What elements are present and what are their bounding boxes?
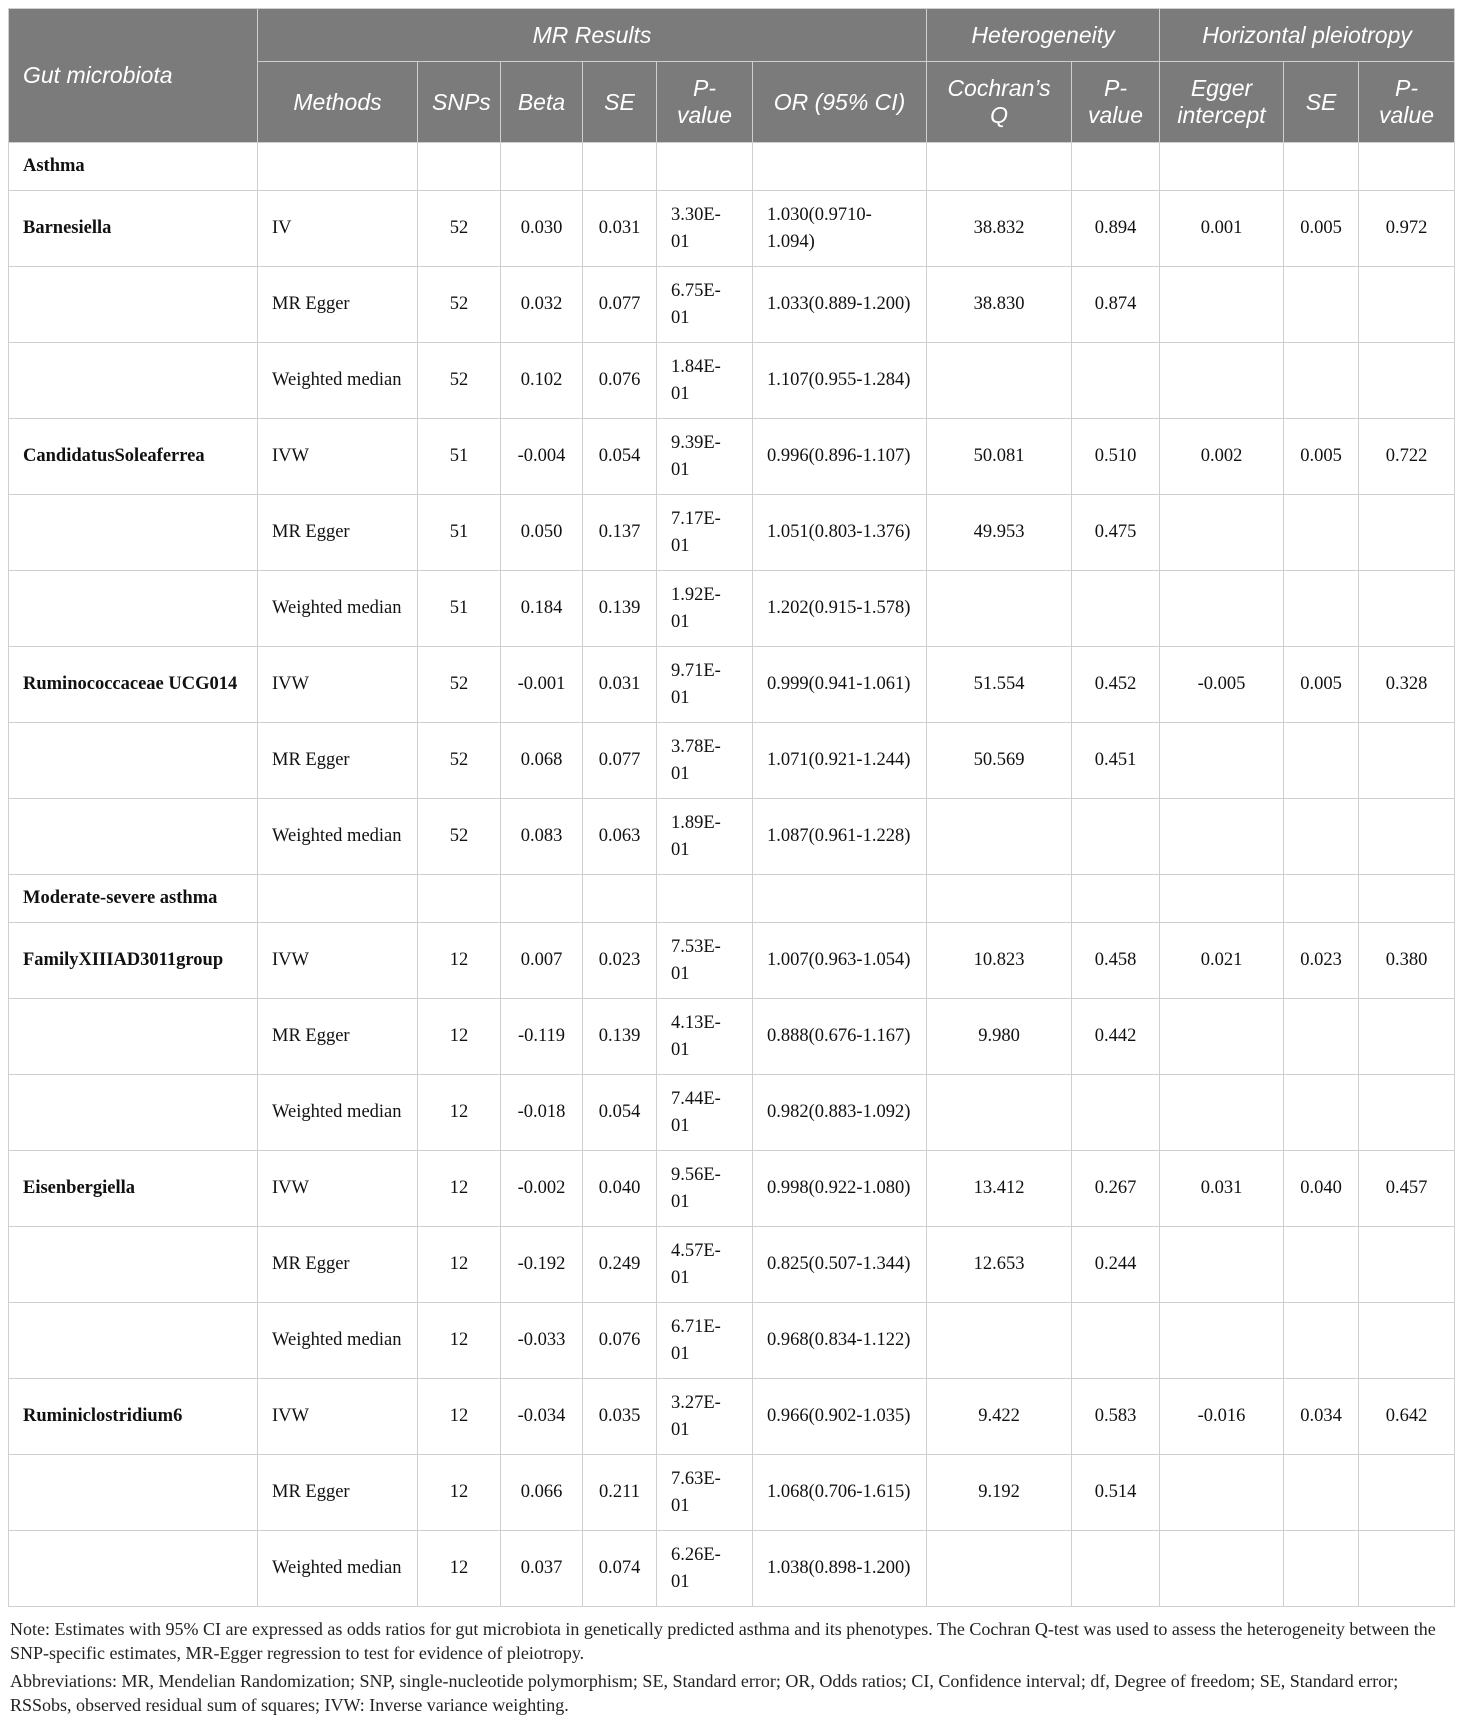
cell-se: 0.077 — [583, 267, 657, 343]
cell-snps: 52 — [418, 723, 501, 799]
cell-method: IVW — [258, 1379, 418, 1455]
empty-cell — [258, 875, 418, 923]
cell-het-p-value: 0.442 — [1072, 999, 1160, 1075]
header-heterogeneity: Heterogeneity — [927, 9, 1160, 62]
empty-cell — [583, 875, 657, 923]
empty-cell — [1284, 143, 1359, 191]
cell-pleio-p-value: 0.722 — [1359, 419, 1455, 495]
cell-beta: -0.033 — [501, 1303, 583, 1379]
cell-se: 0.076 — [583, 343, 657, 419]
cell-egger-intercept — [1160, 1303, 1284, 1379]
cell-egger-intercept — [1160, 1075, 1284, 1151]
cell-het-p-value: 0.452 — [1072, 647, 1160, 723]
cell-method: IVW — [258, 1151, 418, 1227]
table-row — [9, 799, 1455, 875]
cell-cochrans-q — [927, 799, 1072, 875]
cell-or-ci: 0.982(0.883-1.092) — [753, 1075, 927, 1151]
cell-pleio-se — [1284, 1075, 1359, 1151]
table-row — [9, 723, 1455, 799]
cell-egger-intercept: -0.016 — [1160, 1379, 1284, 1455]
cell-snps: 52 — [418, 343, 501, 419]
cell-het-p-value — [1072, 1531, 1160, 1607]
cell-or-ci: 0.999(0.941-1.061) — [753, 647, 927, 723]
cell-beta: 0.007 — [501, 923, 583, 999]
cell-method: IVW — [258, 419, 418, 495]
section-row — [9, 143, 1455, 191]
cell-p-value: 7.44E-01 — [657, 1075, 753, 1151]
table-row — [9, 923, 1455, 999]
empty-cell — [1160, 875, 1284, 923]
cell-se: 0.211 — [583, 1455, 657, 1531]
cell-cochrans-q: 13.412 — [927, 1151, 1072, 1227]
cell-or-ci: 1.038(0.898-1.200) — [753, 1531, 927, 1607]
cell-beta: 0.066 — [501, 1455, 583, 1531]
table-row — [9, 571, 1455, 647]
cell-or-ci: 0.966(0.902-1.035) — [753, 1379, 927, 1455]
cell-se: 0.137 — [583, 495, 657, 571]
empty-cell — [9, 267, 258, 343]
cell-pleio-p-value — [1359, 799, 1455, 875]
empty-cell — [501, 143, 583, 191]
empty-cell — [418, 875, 501, 923]
cell-pleio-se — [1284, 799, 1359, 875]
cell-method: IV — [258, 191, 418, 267]
cell-het-p-value: 0.451 — [1072, 723, 1160, 799]
empty-cell — [753, 875, 927, 923]
cell-pleio-se: 0.023 — [1284, 923, 1359, 999]
empty-cell — [501, 875, 583, 923]
cell-or-ci: 1.071(0.921-1.244) — [753, 723, 927, 799]
cell-snps: 12 — [418, 999, 501, 1075]
header-pleio-p-value: P-value — [1359, 62, 1455, 143]
cell-se: 0.077 — [583, 723, 657, 799]
table-row — [9, 343, 1455, 419]
cell-cochrans-q: 12.653 — [927, 1227, 1072, 1303]
cell-egger-intercept — [1160, 1227, 1284, 1303]
cell-egger-intercept: 0.002 — [1160, 419, 1284, 495]
cell-p-value: 9.71E-01 — [657, 647, 753, 723]
cell-or-ci: 0.825(0.507-1.344) — [753, 1227, 927, 1303]
table-row — [9, 191, 1455, 267]
header-or-ci: OR (95% CI) — [753, 62, 927, 143]
table-row — [9, 1227, 1455, 1303]
cell-pleio-se — [1284, 1227, 1359, 1303]
cell-se: 0.040 — [583, 1151, 657, 1227]
table-row — [9, 999, 1455, 1075]
cell-egger-intercept: 0.031 — [1160, 1151, 1284, 1227]
cell-cochrans-q: 38.830 — [927, 267, 1072, 343]
cell-egger-intercept: 0.001 — [1160, 191, 1284, 267]
header-snps: SNPs — [418, 62, 501, 143]
header-cochrans-q: Cochran’s Q — [927, 62, 1072, 143]
empty-cell — [9, 999, 258, 1075]
cell-cochrans-q: 38.832 — [927, 191, 1072, 267]
cell-or-ci: 1.007(0.963-1.054) — [753, 923, 927, 999]
header-horizontal-pleiotropy: Horizontal pleiotropy — [1160, 9, 1455, 62]
cell-pleio-se — [1284, 267, 1359, 343]
cell-het-p-value — [1072, 343, 1160, 419]
table-row — [9, 1531, 1455, 1607]
cell-cochrans-q: 10.823 — [927, 923, 1072, 999]
cell-beta: -0.034 — [501, 1379, 583, 1455]
cell-p-value: 6.71E-01 — [657, 1303, 753, 1379]
cell-snps: 51 — [418, 419, 501, 495]
cell-beta: -0.004 — [501, 419, 583, 495]
empty-cell — [657, 143, 753, 191]
cell-snps: 52 — [418, 647, 501, 723]
cell-p-value: 7.17E-01 — [657, 495, 753, 571]
cell-pleio-p-value: 0.457 — [1359, 1151, 1455, 1227]
cell-pleio-p-value: 0.328 — [1359, 647, 1455, 723]
empty-cell — [9, 1227, 258, 1303]
header-se: SE — [583, 62, 657, 143]
cell-snps: 52 — [418, 267, 501, 343]
cell-beta: 0.032 — [501, 267, 583, 343]
cell-het-p-value: 0.894 — [1072, 191, 1160, 267]
table-row — [9, 419, 1455, 495]
header-pleio-se: SE — [1284, 62, 1359, 143]
empty-cell — [9, 1303, 258, 1379]
cell-method: MR Egger — [258, 723, 418, 799]
empty-cell — [9, 571, 258, 647]
empty-cell — [1359, 143, 1455, 191]
cell-method: MR Egger — [258, 1227, 418, 1303]
cell-or-ci: 0.998(0.922-1.080) — [753, 1151, 927, 1227]
cell-or-ci: 1.202(0.915-1.578) — [753, 571, 927, 647]
footnote-abbreviations: Abbreviations: MR, Mendelian Randomization; SNP, single-nucleotide polymorphism; SE, Standard error; OR, Odds ratios; CI, Confidence interval; df, Degree of freedom; SE, Standard error; RSSobs, observed residual sum of squares; IVW: Inverse variance weighting. — [10, 1671, 1399, 1715]
mr-results-table — [8, 8, 1455, 1607]
empty-cell — [927, 143, 1072, 191]
cell-pleio-p-value — [1359, 723, 1455, 799]
table-row — [9, 1455, 1455, 1531]
cell-or-ci: 1.087(0.961-1.228) — [753, 799, 927, 875]
cell-p-value: 1.84E-01 — [657, 343, 753, 419]
table-row — [9, 1303, 1455, 1379]
empty-cell — [657, 875, 753, 923]
cell-beta: 0.083 — [501, 799, 583, 875]
taxon-name: Barnesiella — [9, 191, 258, 267]
cell-het-p-value: 0.244 — [1072, 1227, 1160, 1303]
cell-se: 0.139 — [583, 999, 657, 1075]
cell-pleio-se — [1284, 495, 1359, 571]
cell-p-value: 7.63E-01 — [657, 1455, 753, 1531]
empty-cell — [583, 143, 657, 191]
cell-se: 0.031 — [583, 191, 657, 267]
cell-method: MR Egger — [258, 267, 418, 343]
cell-pleio-se — [1284, 999, 1359, 1075]
cell-het-p-value: 0.510 — [1072, 419, 1160, 495]
cell-cochrans-q: 50.081 — [927, 419, 1072, 495]
cell-pleio-se — [1284, 1303, 1359, 1379]
cell-cochrans-q: 9.980 — [927, 999, 1072, 1075]
empty-cell — [1072, 875, 1160, 923]
taxon-name: Ruminiclostridium6 — [9, 1379, 258, 1455]
cell-pleio-p-value: 0.380 — [1359, 923, 1455, 999]
empty-cell — [927, 875, 1072, 923]
cell-snps: 51 — [418, 495, 501, 571]
cell-se: 0.054 — [583, 419, 657, 495]
cell-cochrans-q — [927, 571, 1072, 647]
cell-method: Weighted median — [258, 799, 418, 875]
header-gut-microbiota: Gut microbiota — [9, 9, 258, 143]
cell-p-value: 7.53E-01 — [657, 923, 753, 999]
footnote-note: Note: Estimates with 95% CI are expressed as odds ratios for gut microbiota in genetically predicted asthma and its phenotypes. The Cochran Q-test was used to assess the heterogeneity between the SNP-specific estimates, MR-Egger regression to test for evidence of pleiotropy. — [10, 1619, 1436, 1663]
cell-p-value: 4.13E-01 — [657, 999, 753, 1075]
cell-p-value: 4.57E-01 — [657, 1227, 753, 1303]
cell-pleio-se: 0.034 — [1284, 1379, 1359, 1455]
empty-cell — [258, 143, 418, 191]
cell-se: 0.139 — [583, 571, 657, 647]
empty-cell — [9, 1455, 258, 1531]
table-row — [9, 267, 1455, 343]
empty-cell — [9, 723, 258, 799]
cell-method: Weighted median — [258, 343, 418, 419]
cell-p-value: 9.39E-01 — [657, 419, 753, 495]
cell-egger-intercept — [1160, 343, 1284, 419]
cell-se: 0.023 — [583, 923, 657, 999]
table-row — [9, 1075, 1455, 1151]
cell-pleio-p-value — [1359, 1075, 1455, 1151]
cell-pleio-p-value — [1359, 999, 1455, 1075]
empty-cell — [1359, 875, 1455, 923]
cell-se: 0.074 — [583, 1531, 657, 1607]
cell-cochrans-q: 49.953 — [927, 495, 1072, 571]
cell-pleio-p-value: 0.972 — [1359, 191, 1455, 267]
header-mr-results: MR Results — [258, 9, 927, 62]
empty-cell — [1284, 875, 1359, 923]
cell-beta: 0.030 — [501, 191, 583, 267]
cell-egger-intercept — [1160, 723, 1284, 799]
cell-beta: 0.184 — [501, 571, 583, 647]
cell-cochrans-q: 9.422 — [927, 1379, 1072, 1455]
cell-pleio-se: 0.040 — [1284, 1151, 1359, 1227]
cell-pleio-se: 0.005 — [1284, 191, 1359, 267]
cell-egger-intercept — [1160, 571, 1284, 647]
section-title: Asthma — [9, 143, 258, 191]
cell-egger-intercept: -0.005 — [1160, 647, 1284, 723]
cell-cochrans-q — [927, 1075, 1072, 1151]
empty-cell — [1072, 143, 1160, 191]
cell-het-p-value — [1072, 799, 1160, 875]
cell-beta: 0.050 — [501, 495, 583, 571]
cell-het-p-value: 0.514 — [1072, 1455, 1160, 1531]
empty-cell — [9, 1075, 258, 1151]
cell-se: 0.063 — [583, 799, 657, 875]
empty-cell — [9, 495, 258, 571]
cell-cochrans-q: 9.192 — [927, 1455, 1072, 1531]
cell-snps: 12 — [418, 923, 501, 999]
cell-snps: 12 — [418, 1531, 501, 1607]
cell-egger-intercept — [1160, 495, 1284, 571]
empty-cell — [418, 143, 501, 191]
cell-het-p-value: 0.583 — [1072, 1379, 1160, 1455]
cell-or-ci: 0.888(0.676-1.167) — [753, 999, 927, 1075]
cell-snps: 12 — [418, 1455, 501, 1531]
cell-egger-intercept: 0.021 — [1160, 923, 1284, 999]
cell-or-ci: 1.030(0.9710-1.094) — [753, 191, 927, 267]
cell-beta: -0.018 — [501, 1075, 583, 1151]
cell-pleio-se — [1284, 1531, 1359, 1607]
cell-het-p-value: 0.458 — [1072, 923, 1160, 999]
table-container — [8, 8, 1454, 1721]
cell-pleio-se — [1284, 343, 1359, 419]
section-title: Moderate-severe asthma — [9, 875, 258, 923]
cell-snps: 12 — [418, 1075, 501, 1151]
cell-or-ci: 1.107(0.955-1.284) — [753, 343, 927, 419]
header-beta: Beta — [501, 62, 583, 143]
cell-het-p-value: 0.267 — [1072, 1151, 1160, 1227]
cell-pleio-p-value — [1359, 343, 1455, 419]
cell-se: 0.076 — [583, 1303, 657, 1379]
cell-or-ci: 0.996(0.896-1.107) — [753, 419, 927, 495]
cell-p-value: 3.30E-01 — [657, 191, 753, 267]
cell-p-value: 6.75E-01 — [657, 267, 753, 343]
header-methods: Methods — [258, 62, 418, 143]
cell-cochrans-q: 51.554 — [927, 647, 1072, 723]
cell-snps: 12 — [418, 1227, 501, 1303]
empty-cell — [9, 799, 258, 875]
section-row — [9, 875, 1455, 923]
cell-pleio-se: 0.005 — [1284, 647, 1359, 723]
cell-or-ci: 1.068(0.706-1.615) — [753, 1455, 927, 1531]
cell-se: 0.035 — [583, 1379, 657, 1455]
cell-beta: 0.068 — [501, 723, 583, 799]
cell-egger-intercept — [1160, 799, 1284, 875]
cell-pleio-p-value — [1359, 1303, 1455, 1379]
cell-snps: 52 — [418, 799, 501, 875]
header-p-value: P-value — [657, 62, 753, 143]
table-row — [9, 495, 1455, 571]
cell-pleio-se — [1284, 571, 1359, 647]
cell-het-p-value: 0.475 — [1072, 495, 1160, 571]
taxon-name: CandidatusSoleaferrea — [9, 419, 258, 495]
cell-cochrans-q — [927, 1531, 1072, 1607]
taxon-name: Ruminococcaceae UCG014 — [9, 647, 258, 723]
cell-method: Weighted median — [258, 571, 418, 647]
cell-beta: -0.002 — [501, 1151, 583, 1227]
table-row — [9, 647, 1455, 723]
cell-se: 0.054 — [583, 1075, 657, 1151]
cell-se: 0.249 — [583, 1227, 657, 1303]
cell-method: IVW — [258, 647, 418, 723]
empty-cell — [9, 1531, 258, 1607]
header-het-p-value: P-value — [1072, 62, 1160, 143]
cell-pleio-p-value — [1359, 1531, 1455, 1607]
cell-p-value: 3.27E-01 — [657, 1379, 753, 1455]
taxon-name: Eisenbergiella — [9, 1151, 258, 1227]
table-row — [9, 1379, 1455, 1455]
empty-cell — [1160, 143, 1284, 191]
cell-beta: 0.037 — [501, 1531, 583, 1607]
empty-cell — [9, 343, 258, 419]
cell-cochrans-q — [927, 1303, 1072, 1379]
cell-pleio-se: 0.005 — [1284, 419, 1359, 495]
table-footnote — [8, 1617, 1454, 1717]
cell-p-value: 6.26E-01 — [657, 1531, 753, 1607]
cell-het-p-value: 0.874 — [1072, 267, 1160, 343]
cell-beta: -0.192 — [501, 1227, 583, 1303]
cell-beta: -0.001 — [501, 647, 583, 723]
table-row — [9, 1151, 1455, 1227]
cell-method: MR Egger — [258, 1455, 418, 1531]
cell-snps: 52 — [418, 191, 501, 267]
empty-cell — [753, 143, 927, 191]
cell-snps: 12 — [418, 1303, 501, 1379]
cell-pleio-p-value — [1359, 571, 1455, 647]
cell-beta: -0.119 — [501, 999, 583, 1075]
cell-p-value: 3.78E-01 — [657, 723, 753, 799]
cell-beta: 0.102 — [501, 343, 583, 419]
cell-pleio-p-value — [1359, 495, 1455, 571]
taxon-name: FamilyXIIIAD3011group — [9, 923, 258, 999]
cell-cochrans-q — [927, 343, 1072, 419]
cell-pleio-se — [1284, 723, 1359, 799]
cell-het-p-value — [1072, 1303, 1160, 1379]
cell-egger-intercept — [1160, 1455, 1284, 1531]
cell-se: 0.031 — [583, 647, 657, 723]
cell-egger-intercept — [1160, 267, 1284, 343]
table-body — [9, 143, 1455, 1607]
cell-snps: 12 — [418, 1151, 501, 1227]
cell-pleio-p-value — [1359, 1227, 1455, 1303]
cell-method: Weighted median — [258, 1531, 418, 1607]
cell-or-ci: 0.968(0.834-1.122) — [753, 1303, 927, 1379]
cell-het-p-value — [1072, 571, 1160, 647]
cell-method: Weighted median — [258, 1075, 418, 1151]
cell-p-value: 1.89E-01 — [657, 799, 753, 875]
cell-pleio-p-value: 0.642 — [1359, 1379, 1455, 1455]
cell-or-ci: 1.051(0.803-1.376) — [753, 495, 927, 571]
cell-snps: 51 — [418, 571, 501, 647]
cell-method: MR Egger — [258, 495, 418, 571]
cell-snps: 12 — [418, 1379, 501, 1455]
cell-method: IVW — [258, 923, 418, 999]
cell-pleio-p-value — [1359, 267, 1455, 343]
cell-p-value: 1.92E-01 — [657, 571, 753, 647]
cell-or-ci: 1.033(0.889-1.200) — [753, 267, 927, 343]
cell-pleio-p-value — [1359, 1455, 1455, 1531]
cell-pleio-se — [1284, 1455, 1359, 1531]
cell-cochrans-q: 50.569 — [927, 723, 1072, 799]
header-egger-intercept: Egger intercept — [1160, 62, 1284, 143]
cell-method: Weighted median — [258, 1303, 418, 1379]
cell-egger-intercept — [1160, 999, 1284, 1075]
cell-egger-intercept — [1160, 1531, 1284, 1607]
cell-method: MR Egger — [258, 999, 418, 1075]
cell-het-p-value — [1072, 1075, 1160, 1151]
cell-p-value: 9.56E-01 — [657, 1151, 753, 1227]
